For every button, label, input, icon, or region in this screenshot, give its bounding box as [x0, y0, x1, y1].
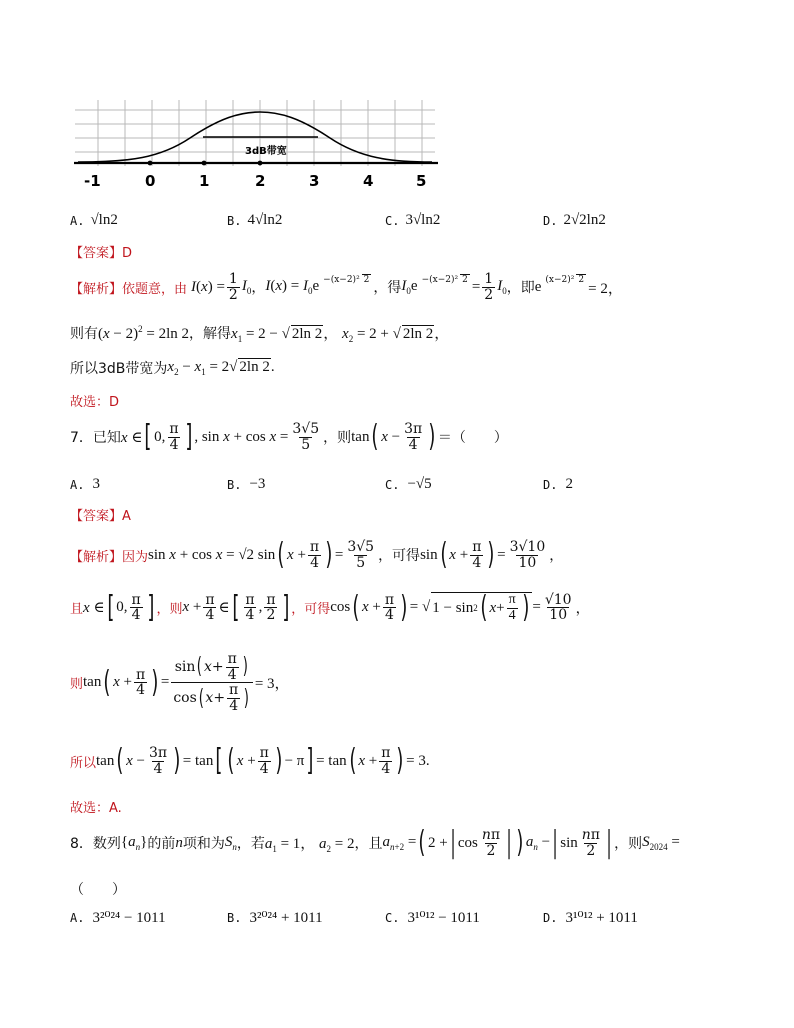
tick-label: 5	[416, 172, 427, 190]
q8-option-a: A. 3²⁰²⁴ − 1011	[70, 910, 166, 926]
q7-option-a: A. 3	[70, 476, 100, 492]
q6-option-a: A. √ln2	[70, 212, 118, 228]
q6-analysis-line2: 则有 $(x - 2)^2 = 2\ln$ 2 ，解得 $x_1 = 2$ − √ 2ln 2， $x_2 = 2$ + √ 2ln 2，	[70, 323, 450, 344]
q6-choose: 故选：D	[70, 395, 120, 410]
q8-option-d: D. 3¹⁰¹² + 1011	[543, 910, 638, 926]
q7-option-c: C. −√5	[385, 476, 432, 492]
q7-option-d: D. 2	[543, 476, 573, 492]
q7-stem: 7．已知 x ∈ [ 0, $\frac{\pi}{4}$ ] , sin x + cos x = $\frac{3√5}{5}$ ，则 tan ( x − $\frac{3\pi}{4}$ ) ＝（ ）	[70, 419, 508, 455]
q7-analysis-line3: 则 tan ( x + $\frac{\pi}{4}$ ) = sin ( x + $\frac{\pi}{4}$ ) cos ( x + $\frac{\pi}{4}$ ) = 3，	[70, 651, 290, 715]
q7-option-b: B. −3	[227, 476, 266, 492]
q7-answer: 【答案】A	[70, 509, 131, 524]
q6-option-d: D. 2√2ln2	[543, 212, 606, 228]
q7-analysis-line4: 所以 tan ( x − $\frac{3\pi}{4}$ ) = tan [ ( x + $\frac{\pi}{4}$ ) − π ] = tan ( x + $\frac{\pi}{4}$ ) = 3.	[70, 743, 430, 779]
q6-analysis-line1: 【解析】 依题意，由 I(x) = $\frac{1}{2}$ $I_0$ ， $I(x) = I_0e$ −(x−2)² 2 ，得 $I_0e$ −(x−2)² 2 = $\frac{1}{2}$ $I_0$ ，即 e (x−2)² 2 = 2，	[70, 271, 623, 303]
band-label: 3dB带宽	[245, 146, 287, 157]
q7-choose: 故选：A.	[70, 801, 122, 816]
tick-label: 0	[145, 172, 156, 190]
q6-option-b: B. 4√ln2	[227, 212, 283, 228]
q6-option-c: C. 3√ln2	[385, 212, 441, 228]
q7-analysis-line2: 且 x ∈ [ 0, $\frac{\pi}{4}$ ] ，则 x + $\frac{\pi}{4}$ ∈ [ $\frac{\pi}{4}$ , $\frac{\pi}{2}$ ] ，可得 cos ( x + $\frac{\pi}{4}$ ) = √ 1 − sin 2 ( x + $\frac{\pi}{4}$ ) = $\frac{√10}{10}$ ，	[70, 589, 590, 626]
q8-option-c: C. 3¹⁰¹² − 1011	[385, 910, 480, 926]
q6-analysis-line3: 所以3dB带宽为 $x_2 - x_1 = 2√$ 2ln 2.	[70, 359, 275, 377]
q8-option-b: B. 3²⁰²⁴ + 1011	[227, 910, 323, 926]
q8-stem: 8．数列 $\{a_n\}$ 的前 n 项和为 $S_n$ ，若 $a_1 = 1$， $a_2 = 2$ ，且 $a_{n+2}$ = ( 2 + | cos $\frac{n\pi}{2}$ | ) $a_n$ − | sin $\frac{n\pi}{2}$ | ，则 $S_{2024}$ =	[70, 825, 680, 861]
q6-answer: 【答案】D	[70, 246, 133, 261]
tick-label: 2	[255, 172, 266, 190]
q7-analysis-line1: 【解析】 因为 sin x + cos x = √2 sin ( x + $\frac{\pi}{4}$ ) = $\frac{3√5}{5}$ ，可得 sin ( x + $\frac{\pi}{4}$ ) = $\frac{3√10}{10}$ ，	[70, 537, 564, 573]
tick-label: 3	[309, 172, 320, 190]
tick-label: 1	[199, 172, 210, 190]
q8-paren: （ ）	[70, 882, 126, 898]
bandwidth-figure	[70, 96, 442, 192]
tick-label: -1	[84, 172, 101, 190]
tick-label: 4	[363, 172, 374, 190]
